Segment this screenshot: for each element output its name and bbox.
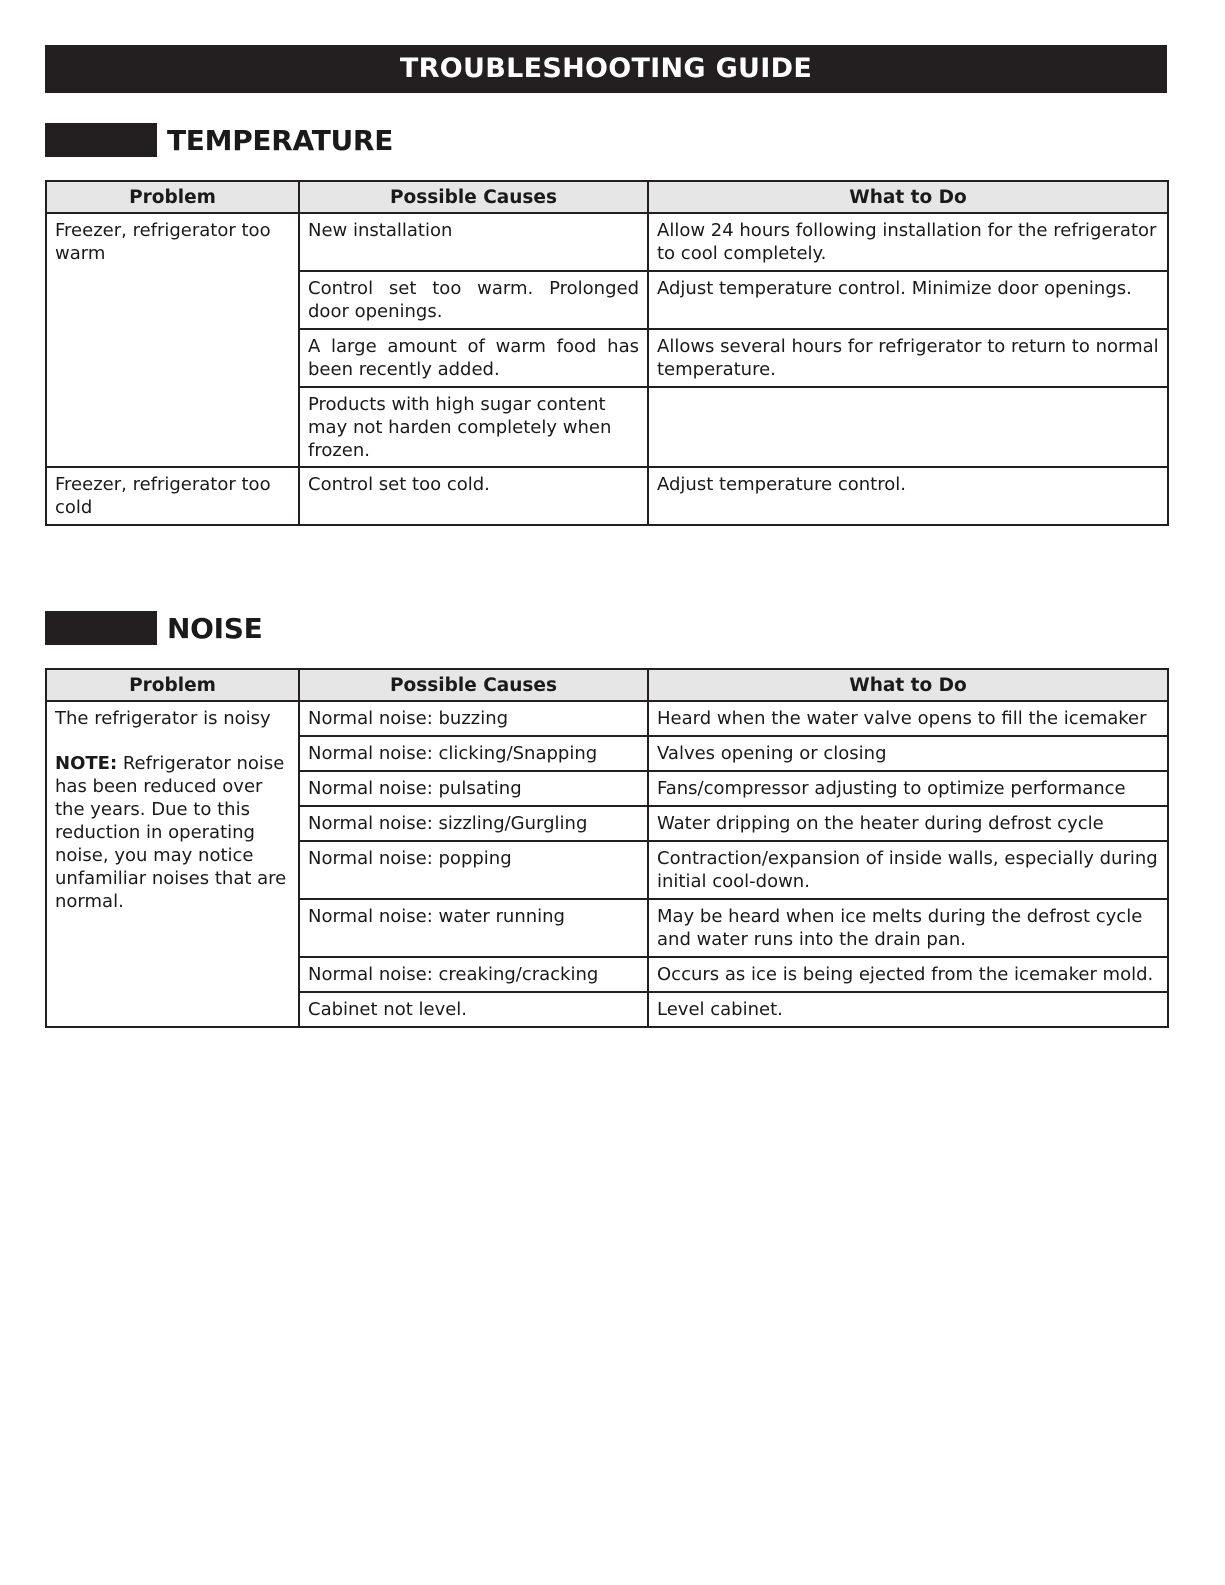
action-cell: Adjust temperature control. Minimize door openings. [648,271,1168,329]
noise-section-heading [45,610,262,646]
cause-cell: Control set too warm. Prolonged door openings. [299,271,648,329]
problem-cell: Freezer, refrigerator too cold [46,467,299,525]
action-cell: Fans/compressor adjusting to optimize performance [648,771,1168,806]
problem-text: The refrigerator is noisy [55,708,271,729]
action-cell: Allow 24 hours following installation for the refrigerator to cool completely. [648,213,1168,271]
header-what-to-do: What to Do [648,669,1168,701]
problem-cell [46,701,299,1027]
temperature-table [45,180,1169,526]
header-what-to-do: What to Do [648,181,1168,213]
noise-heading: NOISE [167,611,263,645]
action-cell: May be heard when ice melts during the defrost cycle and water runs into the drain pan. [648,899,1168,957]
note-label: NOTE: [55,753,118,774]
header-possible-causes: Possible Causes [299,669,648,701]
table-row [46,467,1168,525]
table-header-row [46,181,1168,213]
action-cell: Water dripping on the heater during defrost cycle [648,806,1168,841]
note-text: Refrigerator noise has been reduced over the years. Due to this reduction in operating noise, you may notice unfamiliar noises that are normal. [55,753,287,912]
action-cell: Level cabinet. [648,992,1168,1027]
action-cell: Adjust temperature control. [648,467,1168,525]
action-cell: Contraction/expansion of inside walls, especially during initial cool-down. [648,841,1168,899]
cause-cell: Products with high sugar content may not harden completely when frozen. [299,387,648,467]
cause-cell: Control set too cold. [299,467,648,525]
cause-cell: Normal noise: water running [299,899,648,957]
header-possible-causes: Possible Causes [299,181,648,213]
header-problem: Problem [46,181,299,213]
temperature-section-heading [45,122,393,158]
cause-cell: Normal noise: popping [299,841,648,899]
table-row [46,213,1168,271]
action-cell: Allows several hours for refrigerator to return to normal temperature. [648,329,1168,387]
cause-cell: Normal noise: sizzling/Gurgling [299,806,648,841]
problem-cell: Freezer, refrigerator too warm [46,213,299,467]
cause-cell: Normal noise: creaking/cracking [299,957,648,992]
table-row [46,701,1168,736]
cause-cell: Normal noise: clicking/Snapping [299,736,648,771]
header-problem: Problem [46,669,299,701]
guide-title: TROUBLESHOOTING GUIDE [45,45,1167,93]
temperature-heading: TEMPERATURE [167,123,394,157]
heading-bar [45,123,157,157]
heading-bar [45,611,157,645]
action-cell: Valves opening or closing [648,736,1168,771]
action-cell [648,387,1168,467]
noise-table [45,668,1169,1028]
cause-cell: Cabinet not level. [299,992,648,1027]
action-cell: Occurs as ice is being ejected from the icemaker mold. [648,957,1168,992]
action-cell: Heard when the water valve opens to fill the icemaker [648,701,1168,736]
cause-cell: A large amount of warm food has been recently added. [299,329,648,387]
cause-cell: Normal noise: buzzing [299,701,648,736]
table-header-row [46,669,1168,701]
note-block [55,752,290,913]
cause-cell: New installation [299,213,648,271]
cause-cell: Normal noise: pulsating [299,771,648,806]
